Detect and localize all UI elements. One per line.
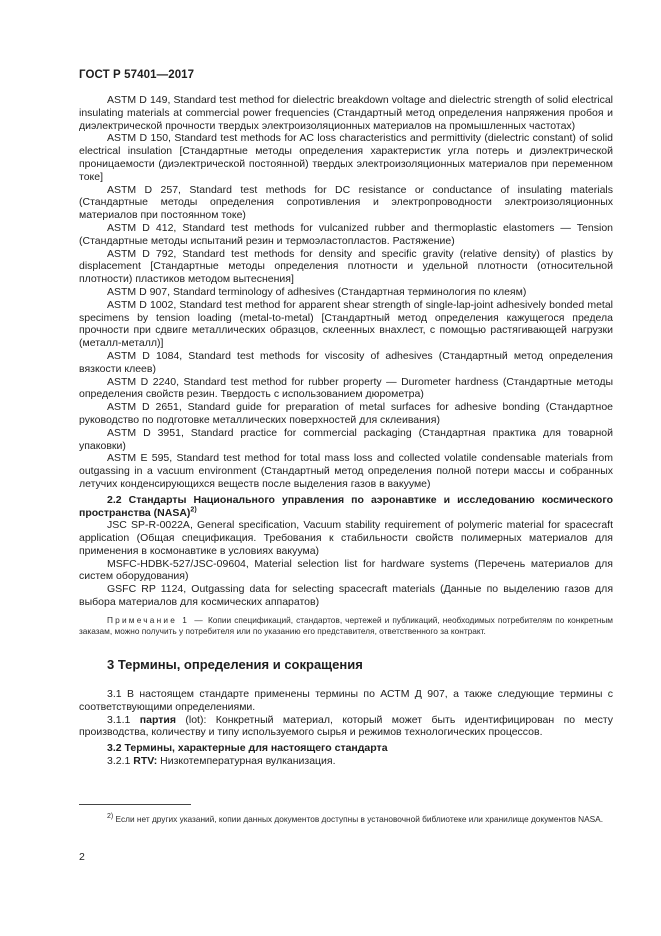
reference-item: ASTM E 595, Standard test method for total mass loss and collected volatile condensable materials from outgassing in a vacuum environment (Стандартный метод определения полной потери массы и собранных летучих конденсирующихся веществ после выделения газов в вакууме) (79, 452, 613, 490)
section-3-2-heading: 3.2 Термины, характерные для настоящего стандарта (107, 742, 388, 755)
section-2-2-heading (79, 494, 613, 520)
footnote-text: Если нет других указаний, копии данных документов доступны в установочной библиотеке или хранилище документов NASA. (115, 814, 604, 824)
reference-item: JSC SP-R-0022A, General specification, Vacuum stability requirement of polymeric material for spacecraft application (Общая спецификация. Требования к стабильности свойств полимерных материалов для применения в космонавтике в условиях вакуума) (79, 519, 613, 557)
reference-item: ASTM D 3951, Standard practice for commercial packaging (Стандартная практика для товарной упаковки) (79, 426, 613, 452)
term-definition: (lot): Конкретный материал, который может быть идентифицирован по месту производства, количеству и типу используемого сырья и режимов технологических процессов. (79, 713, 614, 739)
term-name: RTV: (133, 755, 158, 768)
reference-item: ASTM D 412, Standard test methods for vulcanized rubber and thermoplastic elastomers — Tension (Стандартные методы испытаний резин и термоэластопластов. Растяжение) (79, 221, 613, 247)
note-label: Примечание 1 — (107, 614, 205, 625)
reference-item: ASTM D 1002, Standard test method for apparent shear strength of single-lap-joint adhesively bonded metal specimens by tension loading (metal-to-metal) [Стандартный метод определения кажущегося предела прочности при сдвиге металлических образцов, склеенных внахлест, с помощью растягивающей нагрузки (металл-металл)] (79, 298, 613, 350)
section-2-2-heading-text: 2.2 Стандарты Национального управления по аэронавтике и исследованию космического пространства (NASA) (79, 493, 613, 519)
paragraph-3-1: 3.1 В настоящем стандарте применены термины по АСТМ Д 907, а также следующие термины с соответствующими определениями. (79, 688, 613, 713)
footnote (79, 814, 613, 826)
reference-item: ASTM D 257, Standard test methods for DC resistance or conductance of insulating materials (Стандартные методы определения сопротивления и электропроводности электроизоляционных материалов при постоянном токе) (79, 183, 613, 222)
note-1 (79, 615, 613, 637)
reference-item: ASTM D 1084, Standard test methods for viscosity of adhesives (Стандартный метод определения вязкости клеев) (79, 349, 613, 375)
reference-item: ASTM D 907, Standard terminology of adhesives (Стандартная терминология по клеям) (107, 285, 527, 298)
paragraph-3-1-1 (79, 714, 613, 740)
reference-item: ASTM D 792, Standard test methods for density and specific gravity (relative density) of plastics by displacement [Стандартные методы определения плотности и удельной плотности (относительной плотности) пластиков методом вытеснения] (79, 247, 613, 286)
term-name: партия (139, 713, 176, 726)
reference-item: ASTM D 149, Standard test method for dielectric breakdown voltage and dielectric strength of solid electrical insulating materials at commercial power frequencies (Стандартный метод определения напряжения пробоя и диэлектрической прочности твердых электроизоляционных материалов на промышленных частотах) (79, 94, 613, 132)
term-definition: Низкотемпературная вулканизация. (160, 755, 336, 768)
section-3-heading: 3 Термины, определения и сокращения (107, 657, 363, 673)
footnote-ref-2: 2) (190, 506, 197, 513)
document-body (79, 94, 613, 768)
reference-item: ASTM D 2651, Standard guide for preparation of metal surfaces for adhesive bonding (Стандартное руководство по подготовке металлических поверхностей для склеивания) (79, 401, 613, 426)
term-number: 3.1.1 (107, 713, 131, 726)
document-header: ГОСТ Р 57401—2017 (79, 69, 195, 81)
footnote-divider (79, 804, 191, 805)
reference-item: MSFC-HDBK-527/JSC-09604, Material selection list for hardware systems (Перечень материалов для систем оборудования) (79, 557, 613, 583)
reference-item: ASTM D 2240, Standard test method for rubber property — Durometer hardness (Стандартные методы определения свойств резин. Твердость с использованием дюрометра) (79, 375, 613, 401)
reference-item: GSFC RP 1124, Outgassing data for selecting spacecraft materials (Данные по выделению газов для выбора материалов для космических аппаратов) (79, 583, 613, 609)
term-number: 3.2.1 (107, 755, 131, 768)
reference-item: ASTM D 150, Standard test methods for AC loss characteristics and permittivity (dielectric constant) of solid electrical insulation [Стандартные методы определения характеристик угла потерь и диэлектрической проницаемости (диэлектрической постоянной) твердых электроизоляционных материалов при переменном токе] (79, 132, 613, 183)
note-text: Копии спецификаций, стандартов, чертежей и публикаций, необходимых потребителям по конкретным заказам, можно получить у потребителя или по указанию его представителя, ответственного за контракт. (79, 614, 613, 637)
page-number: 2 (79, 851, 85, 863)
paragraph-3-2-1 (79, 755, 613, 768)
footnote-mark: 2) (107, 813, 114, 821)
